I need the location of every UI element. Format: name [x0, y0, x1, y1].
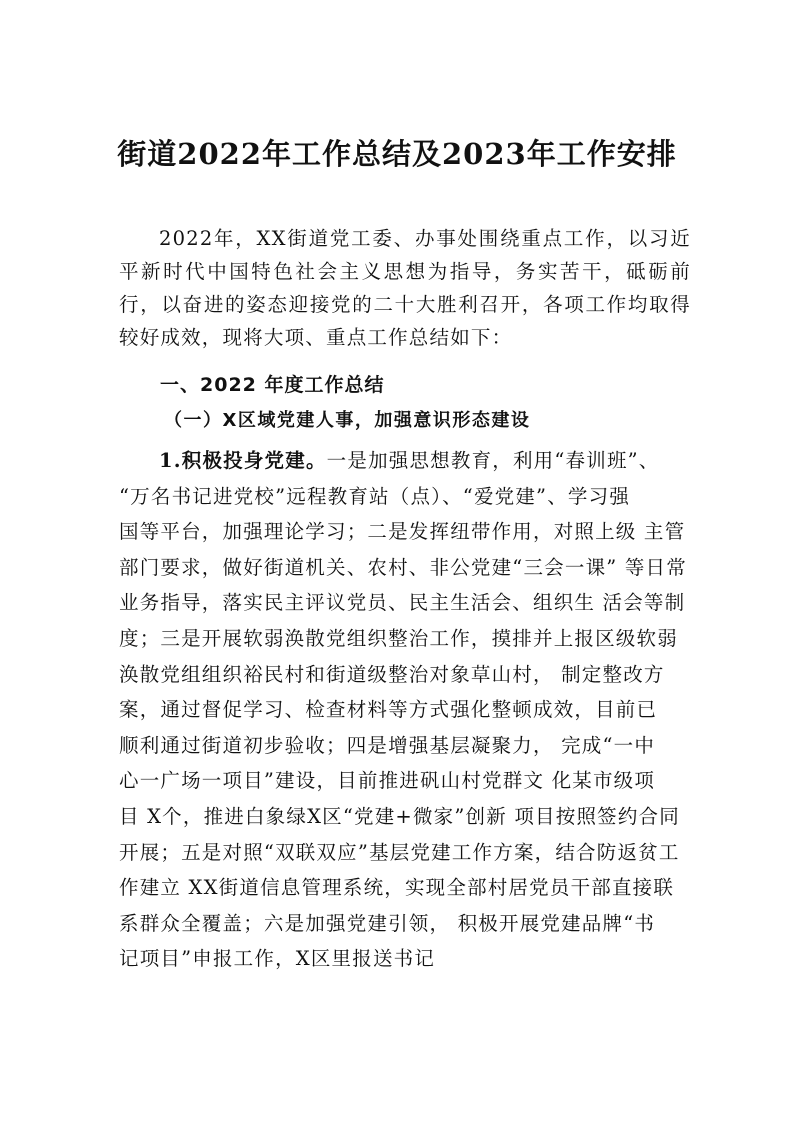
section-heading: 一、2022 年度工作总结: [160, 374, 385, 396]
intro-paragraph: 2022年，XX街道党工委、办事处围绕重点工作，以习近平新时代中国特色社会主义思想为指导，务实苦干，砥砺前行，以奋进的姿态迎接党的二十大胜利召开，各项工作均取得较好成效，现将大项、重点工作总结如下：: [119, 227, 691, 349]
line-text: 一是加强思想教育，利用“春训班”、: [326, 449, 660, 472]
paragraph-line: 目 X个，推进白象绿X区“党建+微家”创新 项目按照签约合同: [119, 804, 680, 828]
document-title: 街道2022年工作总结及2023年工作安排: [117, 137, 677, 171]
subsection-heading: （一）X区域党建人事，加强意识形态建设: [164, 410, 531, 431]
paragraph-line: 部门要求，做好街道机关、农村、非公党建“三会一课” 等日常: [119, 555, 687, 579]
paragraph-line: 心一广场一项目”建设，目前推进矾山村党群文 化某市级项: [119, 769, 656, 793]
paragraph-line: 顺利通过街道初步验收；四是增强基层凝聚力， 完成“一中: [119, 733, 656, 757]
paragraph-line: 作建立 XX街道信息管理系统，实现全部村居党员干部直接联: [119, 876, 675, 900]
paragraph-line: 度；三是开展软弱涣散党组织整治工作，摸排并上报区级软弱: [119, 626, 678, 650]
paragraph-line: 记项目”申报工作，X区里报送书记: [119, 947, 436, 971]
paragraph-line: 国等平台，加强理论学习；二是发挥纽带作用，对照上级 主管: [119, 520, 686, 544]
paragraph-line: 涣散党组组织裕民村和街道级整治对象草山村， 制定整改方: [119, 662, 665, 686]
paragraph-line: 系群众全覆盖；六是加强党建引领， 积极开展党建品牌“书: [119, 911, 656, 935]
paragraph-line: 案，通过督促学习、检查材料等方式强化整顿成效，目前已: [119, 698, 658, 722]
item-lead: 1.积极投身党建。: [159, 449, 327, 472]
item-1-paragraph: [119, 443, 691, 977]
paragraph-line: [119, 443, 691, 479]
paragraph-line: “万名书记进党校”远程教育站（点）、“爱党建”、学习强: [119, 484, 631, 508]
paragraph-line: 业务指导，落实民主评议党员、民主生活会、组织生 活会等制: [119, 591, 686, 615]
paragraph-line: 开展；五是对照“双联双应”基层党建工作方案，结合防返贫工: [119, 840, 680, 864]
